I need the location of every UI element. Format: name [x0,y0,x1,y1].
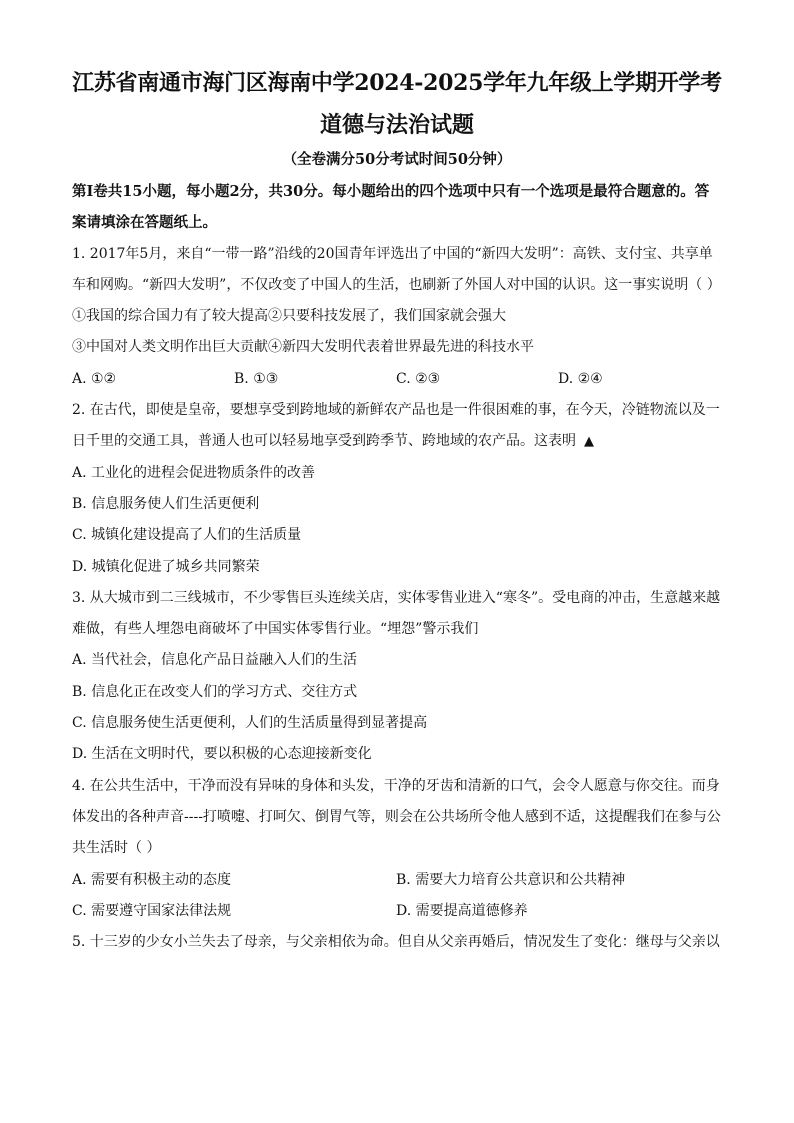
option-d[interactable]: D. 需要提高道德修养 [396,902,528,919]
question-body [72,176,722,958]
exam-duration-note: （全卷满分50分考试时间50分钟） [282,151,512,168]
option-a[interactable]: A. 需要有积极主动的态度 [72,871,232,888]
question-stem-text: 2. 在古代，即使是皇帝，要想享受到跨地域的新鲜农产品也是一件很困难的事，在今天，冷链物流以及一日千里的交通工具，普通人也可以轻易地享受到跨季节、跨地域的农产品。这表明 [72,402,720,450]
option-c[interactable]: C. 需要遵守国家法律法规 [72,902,232,919]
option-row [72,865,722,896]
question-1 [72,239,722,395]
question-stem: 3. 从大城市到二三线城市，不少零售巨头连续关店，实体零售业进入“寒冬”。受电商的冲击，生意越来越难做，有些人埋怨电商破坏了中国实体零售行业。“埋怨”警示我们 [72,589,721,638]
option-b[interactable]: B. 信息服务使人们生活更便利 [72,495,260,512]
question-4 [72,771,722,927]
option-row [72,896,722,927]
question-stem [72,395,722,458]
option-c[interactable]: C. ②③ [396,370,441,387]
statement-line: ③中国对人类文明作出巨大贡献④新四大发明代表着世界最先进的科技水平 [72,339,534,356]
option-b[interactable]: B. 需要大力培育公共意识和公共精神 [396,871,626,888]
option-c[interactable]: C. 城镇化建设提高了人们的生活质量 [72,527,302,544]
option-d[interactable]: D. 生活在文明时代，要以积极的心态迎接新变化 [72,746,372,763]
option-d[interactable]: D. ②④ [558,370,603,387]
answer-marker-icon: ▲ [584,434,594,450]
option-c[interactable]: C. 信息服务使生活更便利，人们的生活质量得到显著提高 [72,715,428,732]
option-b[interactable]: B. ①③ [234,370,279,387]
option-a[interactable]: A. ①② [72,370,117,387]
option-row [72,364,722,395]
option-b[interactable]: B. 信息化正在改变人们的学习方式、交往方式 [72,683,358,700]
exam-title: 江苏省南通市海门区海南中学2024-2025学年九年级上学期开学考 [72,70,722,96]
question-stem: 1. 2017年5月，来自“一带一路”沿线的20国青年评选出了中国的“新四大发明”：高铁、支付宝、共享单车和网购。“新四大发明”，不仅改变了中国人的生活，也刷新了外国人对中国的认识。这一事实说明（ ） [72,245,721,293]
question-2 [72,395,722,583]
option-a[interactable]: A. 工业化的进程会促进物质条件的改善 [72,464,316,481]
option-d[interactable]: D. 城镇化促进了城乡共同繁荣 [72,558,260,575]
section-instruction: 第Ⅰ卷共15小题，每小题2分，共30分。每小题给出的四个选项中只有一个选项是最符合题意的。答案请填涂在答题纸上。 [72,183,710,232]
question-3 [72,583,722,771]
option-a[interactable]: A. 当代社会，信息化产品日益融入人们的生活 [72,652,358,669]
question-stem: 4. 在公共生活中，干净而没有异味的身体和头发，干净的牙齿和清新的口气，会令人愿意与你交往。而身体发出的各种声音----打喷嚏、打呵欠、倒胃气等，则会在公共场所令他人感到不适，这提醒我们在参与公共生活时（ ） [72,777,721,857]
question-stem: 5. 十三岁的少女小兰失去了母亲，与父亲相依为命。但自从父亲再婚后，情况发生了变化：继母与父亲以 [72,934,720,951]
exam-subject: 道德与法治试题 [319,112,474,138]
statement-line: ①我国的综合国力有了较大提高②只要科技发展了，我们国家就会强大 [72,308,506,325]
question-5 [72,927,722,958]
